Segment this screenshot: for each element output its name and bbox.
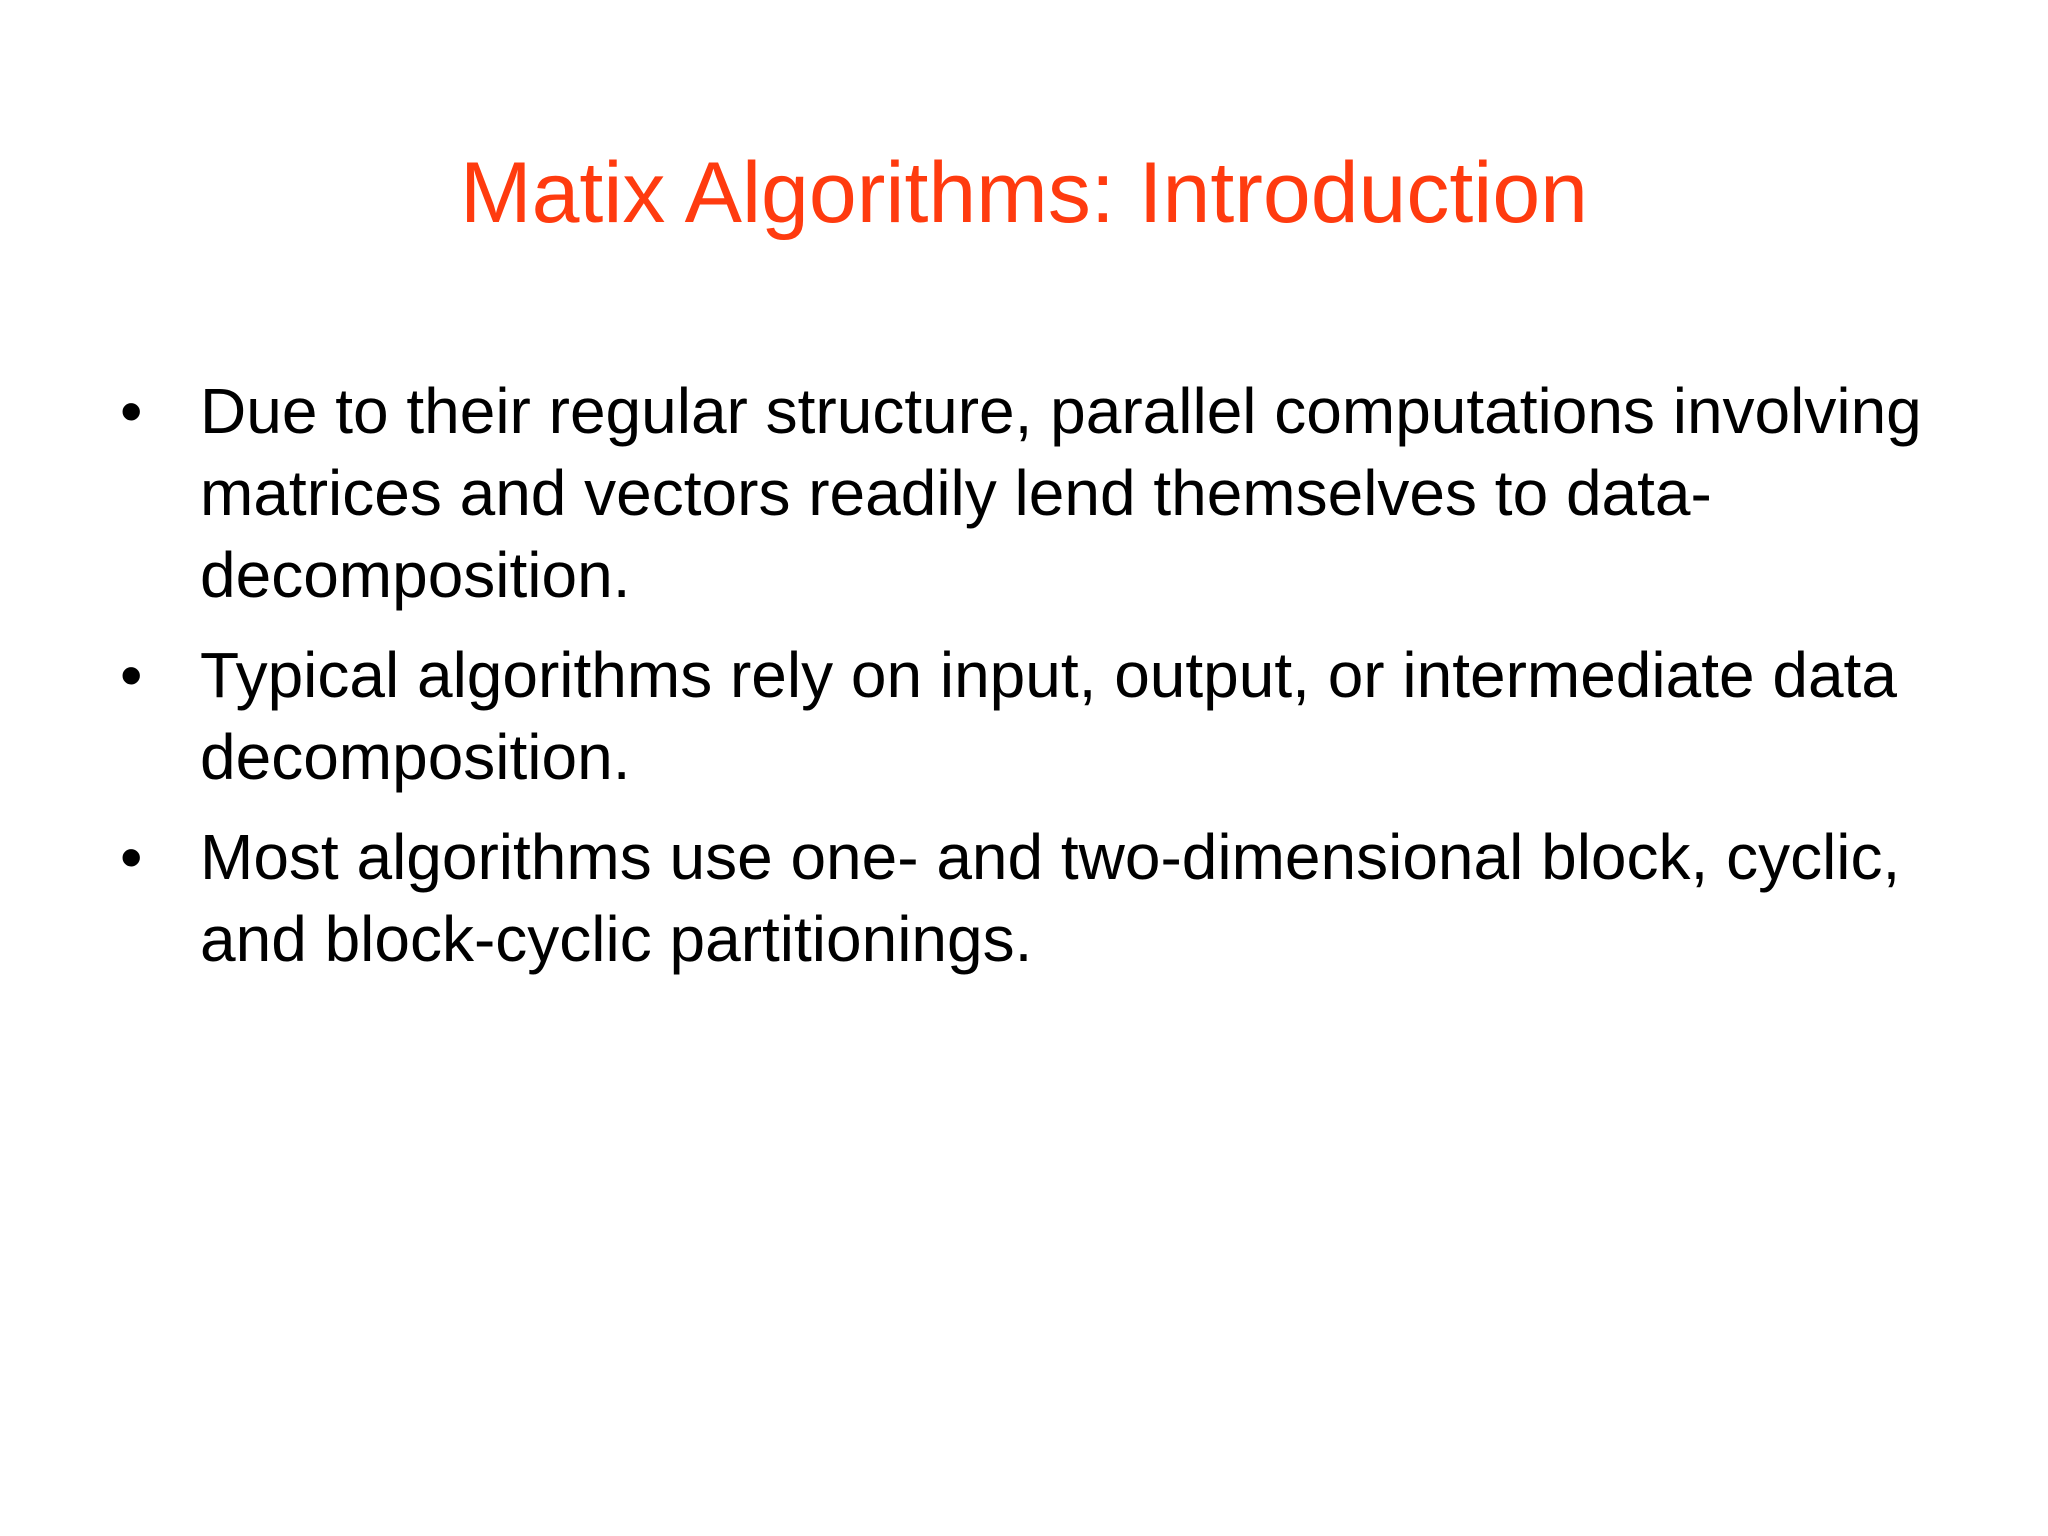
bullet-item bbox=[120, 634, 1980, 798]
bullet-item bbox=[120, 816, 1980, 980]
slide-title: Matix Algorithms: Introduction bbox=[459, 145, 1589, 241]
bullet-list bbox=[120, 370, 1980, 998]
bullet-text: Due to their regular structure, parallel computations involving matrices and vectors readily lend themselves to data-decomposition. bbox=[200, 375, 1922, 611]
bullet-text: Most algorithms use one- and two-dimensional block, cyclic, and block-cyclic partitionings. bbox=[200, 821, 1901, 975]
bullet-icon: • bbox=[120, 639, 143, 711]
bullet-item bbox=[120, 370, 1980, 616]
bullet-icon: • bbox=[120, 821, 143, 893]
bullet-text: Typical algorithms rely on input, output, or intermediate data decomposition. bbox=[200, 639, 1897, 793]
bullet-icon: • bbox=[120, 375, 143, 447]
